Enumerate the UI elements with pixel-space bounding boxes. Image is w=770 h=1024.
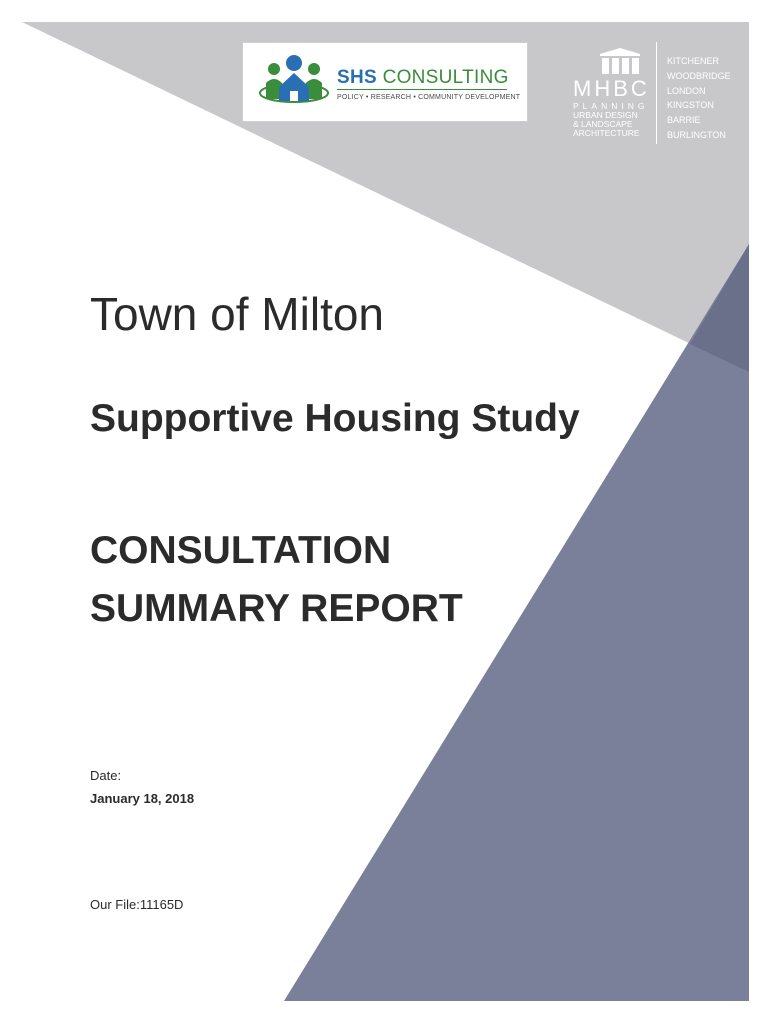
mhbc-desc-line: & LANDSCAPE (573, 119, 633, 129)
report-title (90, 522, 463, 638)
mhbc-desc-line: ARCHITECTURE (573, 128, 640, 138)
mhbc-desc-line: URBAN DESIGN (573, 110, 638, 120)
town-title: Town of Milton (90, 288, 385, 340)
study-title: Supportive Housing Study (90, 397, 580, 440)
shs-divider (337, 89, 507, 90)
shs-company-name (337, 67, 509, 89)
date-label: Date: (90, 768, 122, 783)
people-house-icon (257, 55, 331, 111)
mhbc-cities-list (667, 54, 747, 143)
city-item: KITCHENER (667, 56, 720, 66)
report-title-line2: SUMMARY REPORT (90, 587, 463, 630)
mhbc-desc-line: PLANNING (573, 101, 649, 111)
shs-name-second: CONSULTING (382, 67, 509, 88)
mhbc-columns-icon (596, 46, 644, 76)
shs-tagline: POLICY • RESEARCH • COMMUNITY DEVELOPMENT (337, 94, 521, 101)
date-value: January 18, 2018 (90, 791, 195, 806)
report-title-line1: CONSULTATION (90, 529, 392, 572)
mhbc-divider (656, 42, 657, 144)
mhbc-name: MHBC (573, 76, 650, 101)
mhbc-description (573, 102, 673, 138)
city-item: BARRIE (667, 115, 701, 126)
city-item: KINGSTON (667, 100, 714, 111)
city-item: LONDON (667, 85, 706, 96)
cover-page (22, 22, 749, 1001)
shs-name-first: SHS (337, 67, 377, 88)
shs-consulting-logo (242, 42, 528, 122)
city-item: WOODBRIDGE (667, 70, 731, 81)
background-shapes (22, 22, 749, 1001)
file-reference: Our File:11165D (90, 897, 184, 912)
city-item: BURLINGTON (667, 129, 726, 140)
